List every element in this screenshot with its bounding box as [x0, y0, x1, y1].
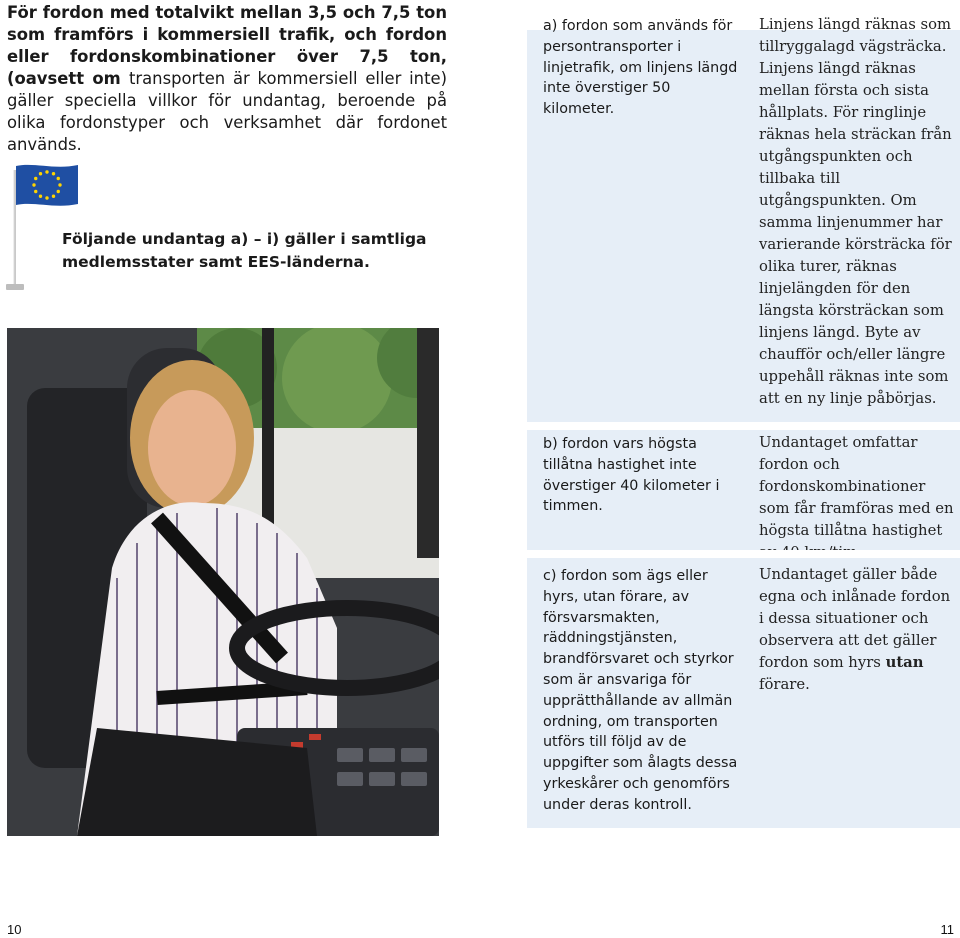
bus-driver-photo [7, 328, 439, 836]
flag-note: Följande undantag a) – i) gäller i samtliga medlemsstater samt EES-länderna. [62, 230, 427, 271]
eu-flag-star [58, 183, 61, 186]
intro-lead: För fordon med totalvikt mellan 3,5 och 7,5 ton som framförs i kommersiell trafik, och fordon eller fordonskombinationer över 7,5 ton, (oavsett om [7, 3, 447, 88]
exception-c-comment-text: Undantaget gäller både egna och inlånade fordon i dessa situationer och observera att det gäller fordon som hyrs [759, 566, 951, 671]
eu-flag-star [39, 172, 42, 175]
eu-flag-star [45, 196, 48, 199]
panel-divider [527, 550, 960, 558]
eu-flag-star [57, 190, 60, 193]
exception-b-label: b) fordon vars högsta tillåtna hastighet inte överstiger 40 kilometer i timmen. [543, 436, 720, 515]
eu-flag-star [52, 195, 55, 198]
eu-flag-star [57, 177, 60, 180]
eu-flag-star [45, 170, 48, 173]
eu-flag-star [52, 172, 55, 175]
exception-b-comment: Undantaget omfattar fordon och fordonskombinationer som får framföras med en högsta tillåtna hastighet [759, 434, 954, 539]
exception-c-comment-end: förare. [759, 676, 810, 693]
exception-a-label: a) fordon som används för persontransporter i linjetrafik, om linjens längd inte överstiger 50 kilometer. [543, 18, 738, 118]
intro-paragraph [7, 2, 447, 156]
intro-rest: transporten är kommersiell eller inte) gäller speciella villkor för undantag, beroende på olika fordonstyper och verksamhet där fordonet används. [7, 69, 447, 154]
page-number-left: 10 [7, 922, 22, 937]
eu-flag-star [34, 177, 37, 180]
page-number-right: 11 [940, 922, 954, 937]
eu-flag-star [32, 183, 35, 186]
eu-flag-star [39, 195, 42, 198]
exception-c-label: c) fordon som ägs eller hyrs, utan förare, av försvarsmakten, räddningstjänsten, brandförsvaret och styrkor som är ansvariga för upprätthållande av allmän ordning, om transporten utförs till följd av de uppgifter som ålagts dessa yrkeskårer och genomförs under deras kontroll. [543, 568, 738, 813]
exception-c-panel [527, 558, 960, 828]
exception-c-comment [759, 564, 955, 696]
eu-flag-star [34, 190, 37, 193]
panel-divider [527, 422, 960, 430]
exception-a-comment: Linjens längd räknas som tillryggalagd vägsträcka. Linjens längd räknas mellan första och sista hållplats. För ringlinje räknas hela sträckan från utgångspunkten och tillbaka till utgångspunkten. Om samma linjenummer har varierande körsträcka för olika turer, räknas linjelängden för den längsta körsträckan som linjens längd. Byte av chaufför och/eller längre uppehåll räknas inte som att en ny linje påbörjas. [759, 16, 952, 407]
exception-c-comment-emphasis: utan [885, 654, 924, 671]
exception-a-panel [527, 16, 960, 422]
exception-b-panel [527, 430, 960, 550]
